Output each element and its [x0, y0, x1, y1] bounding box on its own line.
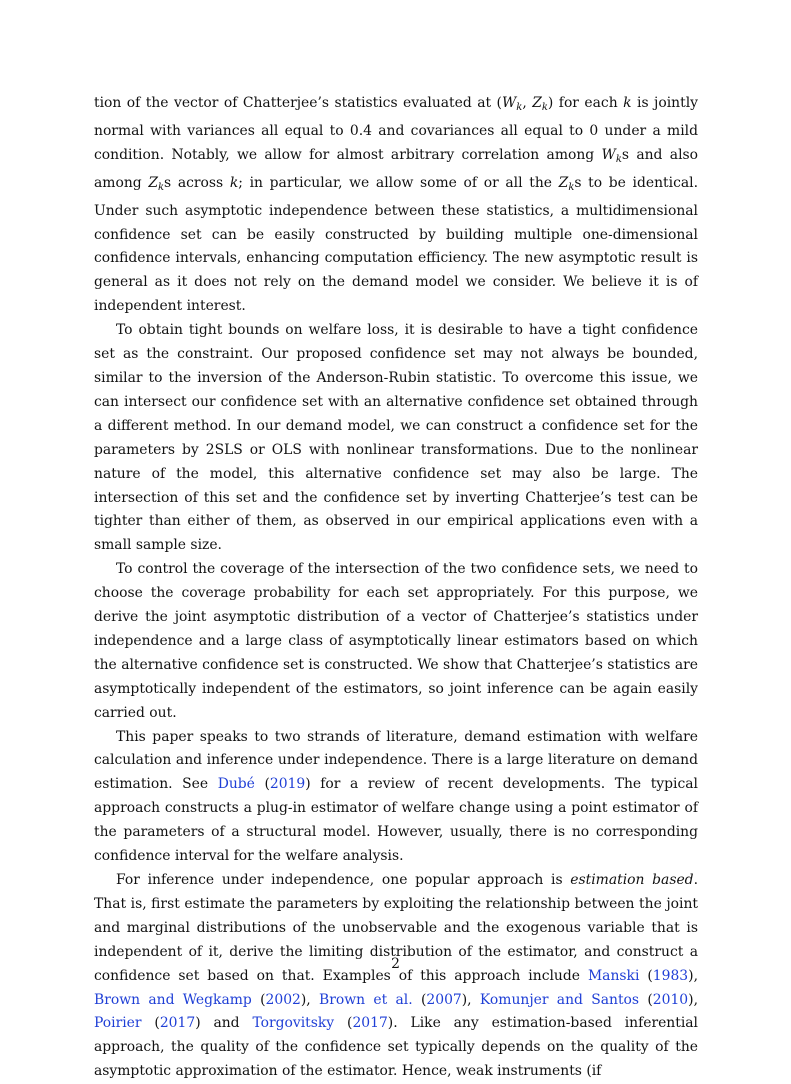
text-run: ; in particular, we allow some of or all the	[238, 174, 559, 191]
text-run: (	[639, 991, 653, 1008]
citation-link[interactable]: Torgovitsky	[252, 1015, 335, 1032]
math-symbol: k	[229, 174, 239, 191]
paragraph	[94, 869, 698, 1084]
citation-link[interactable]: Komunjer and Santos	[479, 991, 640, 1008]
text-run: ) and	[195, 1015, 253, 1032]
text-run: ),	[688, 967, 698, 984]
body-text	[94, 92, 698, 1084]
text-run: ) for a review of recent developments. The typical approach constructs a plug-in estimator of welfare change using a point estimator of the parameters of a structural model. However, usually, there is no corresponding confidence interval for the welfare analysis.	[94, 776, 698, 865]
math-subscript: k	[541, 102, 548, 113]
text-run: ) for each	[547, 95, 624, 111]
emphasis: estimation based	[570, 872, 694, 888]
page-number: 2	[391, 956, 400, 972]
math-symbol: Z	[148, 174, 158, 191]
text-run: To obtain tight bounds on welfare loss, it is desirable to have a tight confidence set as the constraint. Our proposed confidence set may not always be bounded, similar to the inversion of the Anderson-Rubin statistic. To overcome this issue, we can intersect our confidence set with an alternative confidence set obtained through a different method. In our demand model, we can construct a confidence set for the parameters by 2SLS or OLS with nonlinear transformations. Due to the nonlinear nature of the model, this alternative confidence set may also be large. The intersection of this set and the confidence set by inverting Chatterjee’s test can be tighter than either of them, as observed in our empirical applications even with a small sample size.	[94, 322, 698, 554]
citation-link[interactable]: Brown and Wegkamp	[94, 991, 252, 1008]
math-symbol: Z	[532, 95, 542, 111]
text-run: tion of the vector of Chatterjee’s statistics evaluated at (	[94, 95, 502, 111]
citation-link[interactable]: 2007	[426, 991, 462, 1008]
citation-link[interactable]: 2002	[265, 991, 301, 1008]
text-run: (	[251, 991, 266, 1008]
text-run: ),	[300, 991, 320, 1008]
math-symbol: k	[623, 95, 632, 111]
text-run: ,	[522, 95, 533, 111]
text-run: (	[141, 1015, 160, 1032]
text-run: is jointly normal with variances all equal to 0.4 and covariances all equal to 0 under a mild condition. Notably, we allow for almost arbitrary correlation among	[94, 95, 698, 163]
text-run: ),	[688, 991, 698, 1008]
text-run: This paper speaks to two strands of literature, demand estimation with welfare calculation and inference under independence. There is a large literature on demand estimation. See	[94, 728, 698, 793]
citation-link[interactable]: Dubé	[217, 776, 255, 793]
math-subscript: k	[615, 153, 622, 165]
text-run: ),	[461, 991, 480, 1008]
text-run: (	[254, 776, 270, 793]
math-symbol: W	[501, 95, 517, 111]
math-subscript: k	[568, 181, 575, 193]
paragraph	[94, 558, 698, 725]
text-run: ). Like any estimation-based inferential approach, the quality of the confidence set typically depends on the quality of the asymptotic approximation of the estimator. Hence, weak instruments (if	[94, 1015, 698, 1080]
text-run: . That is, first estimate the parameters by exploiting the relationship between the joint and marginal distributions of the unobservable and the exogenous variable that is independent of it, derive the limiting distribution of the estimator, and construct a confidence set based on that. Examples of this approach include	[94, 872, 698, 984]
math-subscript: k	[157, 181, 165, 193]
paragraph	[94, 319, 698, 558]
citation-link[interactable]: 2019	[269, 776, 306, 793]
citation-link[interactable]: 1983	[652, 967, 689, 984]
text-run: For inference under independence, one popular approach is	[116, 872, 571, 888]
text-run: s to be identical. Under such asymptotic independence between these statistics, a multidimensional confidence set can be easily constructed by building multiple one-dimensional confidence intervals, enhancing computation efficiency. The new asymptotic result is general as it does not rely on the demand model we consider. We believe it is of independent interest.	[94, 174, 699, 315]
citation-link[interactable]: Poirier	[94, 1015, 142, 1032]
citation-link[interactable]: Manski	[587, 967, 640, 984]
math-symbol: Z	[558, 174, 569, 191]
math-subscript: k	[516, 102, 523, 113]
math-symbol: W	[601, 146, 616, 163]
citation-link[interactable]: 2017	[159, 1015, 196, 1032]
paragraph	[94, 92, 698, 319]
text-run: (	[412, 991, 427, 1008]
text-run: (	[639, 967, 653, 984]
text-run: To control the coverage of the intersection of the two confidence sets, we need to choose the coverage probability for each set appropriately. For this purpose, we derive the joint asymptotic distribution of a vector of Chatterjee’s statistics under independence and a large class of asymptotically linear estimators based on which the alternative confidence set is constructed. We show that Chatterjee’s statistics are asymptotically independent of the estimators, so joint inference can be again easily carried out.	[94, 561, 698, 721]
text-run: s and also among	[94, 146, 698, 191]
citation-link[interactable]: Brown et al.	[319, 991, 413, 1008]
paragraph	[94, 726, 698, 869]
citation-link[interactable]: 2010	[652, 991, 689, 1008]
citation-link[interactable]: 2017	[352, 1015, 388, 1032]
text-run: s across	[164, 174, 230, 191]
text-run: (	[334, 1015, 353, 1032]
